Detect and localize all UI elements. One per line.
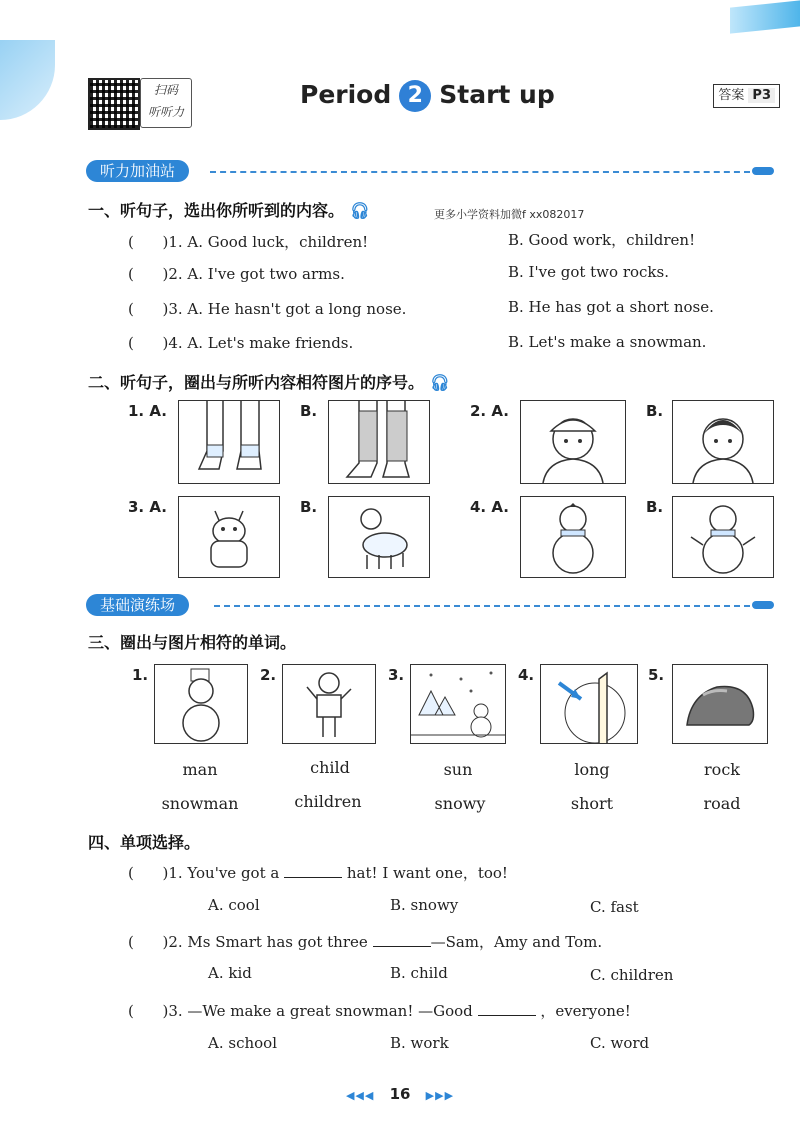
corner-decoration-right xyxy=(730,0,800,33)
s2-q2b-label: B. xyxy=(646,402,664,420)
s3-num-5: 5. xyxy=(648,666,665,684)
pen-icon xyxy=(752,601,774,609)
picture-girl-hair[interactable] xyxy=(672,400,774,484)
s4-q1-num: )1. xyxy=(162,864,183,882)
s3-word-short[interactable]: short xyxy=(570,794,614,813)
s1-q3-b: B. He has got a short nose. xyxy=(508,298,714,316)
s3-word-child[interactable]: child xyxy=(310,758,350,777)
s4-q3-post: ，everyone! xyxy=(540,1002,631,1020)
s1-q2: ( )2. A. I've got two arms. xyxy=(128,265,345,283)
s1-q3-a: A. He hasn't got a long nose. xyxy=(187,300,407,318)
picture-giraffe xyxy=(540,664,638,744)
scan-label-top: 扫码 xyxy=(153,83,178,97)
s1-q4-a: A. Let's make friends. xyxy=(187,334,354,352)
s2-q1a-label: 1. A. xyxy=(128,402,167,420)
s4-q3-a[interactable]: A. school xyxy=(208,1034,277,1052)
answer-blank[interactable] xyxy=(284,863,342,878)
title-number-badge: 2 xyxy=(399,80,431,112)
title-start-up: Start up xyxy=(439,80,555,109)
s4-q2-a[interactable]: A. kid xyxy=(208,964,252,982)
s4-q3: ( )3. —We make a great snowman! —Good ，everyone! xyxy=(128,1002,631,1020)
s2-q2a-label: 2. A. xyxy=(470,402,509,420)
section1-title-text: 一、听句子，选出你所听到的内容。 xyxy=(88,201,345,220)
picture-child xyxy=(282,664,376,744)
s3-word-rock[interactable]: rock xyxy=(704,760,740,779)
s4-q1-post: hat! I want one，too! xyxy=(346,864,508,882)
picture-rock xyxy=(672,664,768,744)
s3-word-road[interactable]: road xyxy=(703,794,741,813)
s3-word-snowman[interactable]: snowman xyxy=(161,794,239,813)
s1-q3-num: )3. xyxy=(162,300,183,318)
picture-snowman xyxy=(154,664,248,744)
banner-basic: 基础演练场 xyxy=(86,594,189,616)
section1-title xyxy=(88,198,370,221)
s2-q3a-label: 3. A. xyxy=(128,498,167,516)
title-period: Period xyxy=(300,80,392,109)
s3-num-3: 3. xyxy=(388,666,405,684)
scan-label-bottom: 听听力 xyxy=(147,105,184,119)
picture-snowman-a[interactable] xyxy=(520,496,626,578)
s3-word-sun[interactable]: sun xyxy=(443,760,473,779)
s4-q3-c[interactable]: C. word xyxy=(590,1034,650,1052)
s1-q1-a: A. Good luck，children! xyxy=(187,233,369,251)
answer-label: 答案 xyxy=(718,88,745,103)
headphone-icon: 🎧︎ xyxy=(349,201,370,220)
section3-title: 三、圈出与图片相符的单词。 xyxy=(88,633,297,652)
picture-ankle-socks[interactable] xyxy=(178,400,280,484)
picture-dog-poodle[interactable] xyxy=(328,496,430,578)
s4-q3-b[interactable]: B. work xyxy=(390,1034,449,1052)
answer-blank[interactable] xyxy=(478,1001,536,1016)
s1-q2-a: A. I've got two arms. xyxy=(187,265,345,283)
page-title xyxy=(300,80,580,120)
answer-badge[interactable] xyxy=(713,84,780,108)
s1-q2-num: )2. xyxy=(162,265,183,283)
s2-q3b-label: B. xyxy=(300,498,318,516)
s4-q1-c[interactable]: C. fast xyxy=(590,898,639,916)
picture-snowman-b[interactable] xyxy=(672,496,774,578)
s3-word-snowy[interactable]: snowy xyxy=(434,794,486,813)
picture-dog-corgi[interactable] xyxy=(178,496,280,578)
s4-q1-pre: You've got a xyxy=(187,864,280,882)
qr-code[interactable] xyxy=(88,78,140,130)
s3-num-4: 4. xyxy=(518,666,535,684)
pen-icon xyxy=(752,167,774,175)
s2-q4a-label: 4. A. xyxy=(470,498,509,516)
banner-dash-line xyxy=(210,171,750,173)
s4-q3-pre: —We make a great snowman! —Good xyxy=(187,1002,473,1020)
s1-q1-num: )1. xyxy=(162,233,183,251)
s3-word-long[interactable]: long xyxy=(574,760,610,779)
s4-q2: ( )2. Ms Smart has got three —Sam，Amy and Tom. xyxy=(128,933,603,951)
s4-q3-num: )3. xyxy=(162,1002,183,1020)
s2-q1b-label: B. xyxy=(300,402,318,420)
s1-q4-num: )4. xyxy=(162,334,183,352)
banner-listening: 听力加油站 xyxy=(86,160,189,182)
page-number-text: 16 xyxy=(389,1085,411,1103)
section4-title: 四、单项选择。 xyxy=(88,833,201,852)
corner-decoration-left xyxy=(0,40,55,120)
s1-q1: ( )1. A. Good luck，children! xyxy=(128,233,369,251)
s4-q1-b[interactable]: B. snowy xyxy=(390,896,459,914)
picture-girl-cap[interactable] xyxy=(520,400,626,484)
answer-page: P3 xyxy=(748,88,775,103)
s4-q2-num: )2. xyxy=(162,933,183,951)
picture-snowy-scene xyxy=(410,664,506,744)
section2-title xyxy=(88,370,450,393)
s4-q2-pre: Ms Smart has got three xyxy=(187,933,368,951)
s4-q2-c[interactable]: C. children xyxy=(590,966,674,984)
s3-word-children[interactable]: children xyxy=(294,792,362,811)
answer-blank[interactable] xyxy=(373,932,431,947)
s4-q2-post: —Sam，Amy and Tom. xyxy=(430,933,603,951)
scan-label xyxy=(140,78,192,128)
s1-q4: ( )4. A. Let's make friends. xyxy=(128,334,354,352)
promo-note: 更多小学资料加微f xx082017 xyxy=(434,208,585,221)
s3-word-man[interactable]: man xyxy=(182,760,218,779)
s4-q2-b[interactable]: B. child xyxy=(390,964,448,982)
s4-q1: ( )1. You've got a hat! I want one，too! xyxy=(128,864,508,882)
s1-q2-b: B. I've got two rocks. xyxy=(508,263,669,281)
right-arrows-icon: ▶▶▶ xyxy=(425,1089,455,1102)
s4-q1-a[interactable]: A. cool xyxy=(208,896,260,914)
s1-q1-b: B. Good work，children! xyxy=(508,231,696,249)
left-arrows-icon: ◀◀◀ xyxy=(345,1089,375,1102)
page-number xyxy=(0,1085,800,1103)
s1-q3: ( )3. A. He hasn't got a long nose. xyxy=(128,300,407,318)
s3-num-1: 1. xyxy=(132,666,149,684)
section2-title-text: 二、听句子，圈出与所听内容相符图片的序号。 xyxy=(88,373,425,392)
s1-q4-b: B. Let's make a snowman. xyxy=(508,333,707,351)
headphone-icon: 🎧︎ xyxy=(429,373,450,392)
picture-long-socks[interactable] xyxy=(328,400,430,484)
s3-num-2: 2. xyxy=(260,666,277,684)
banner-dash-line xyxy=(214,605,750,607)
s2-q4b-label: B. xyxy=(646,498,664,516)
